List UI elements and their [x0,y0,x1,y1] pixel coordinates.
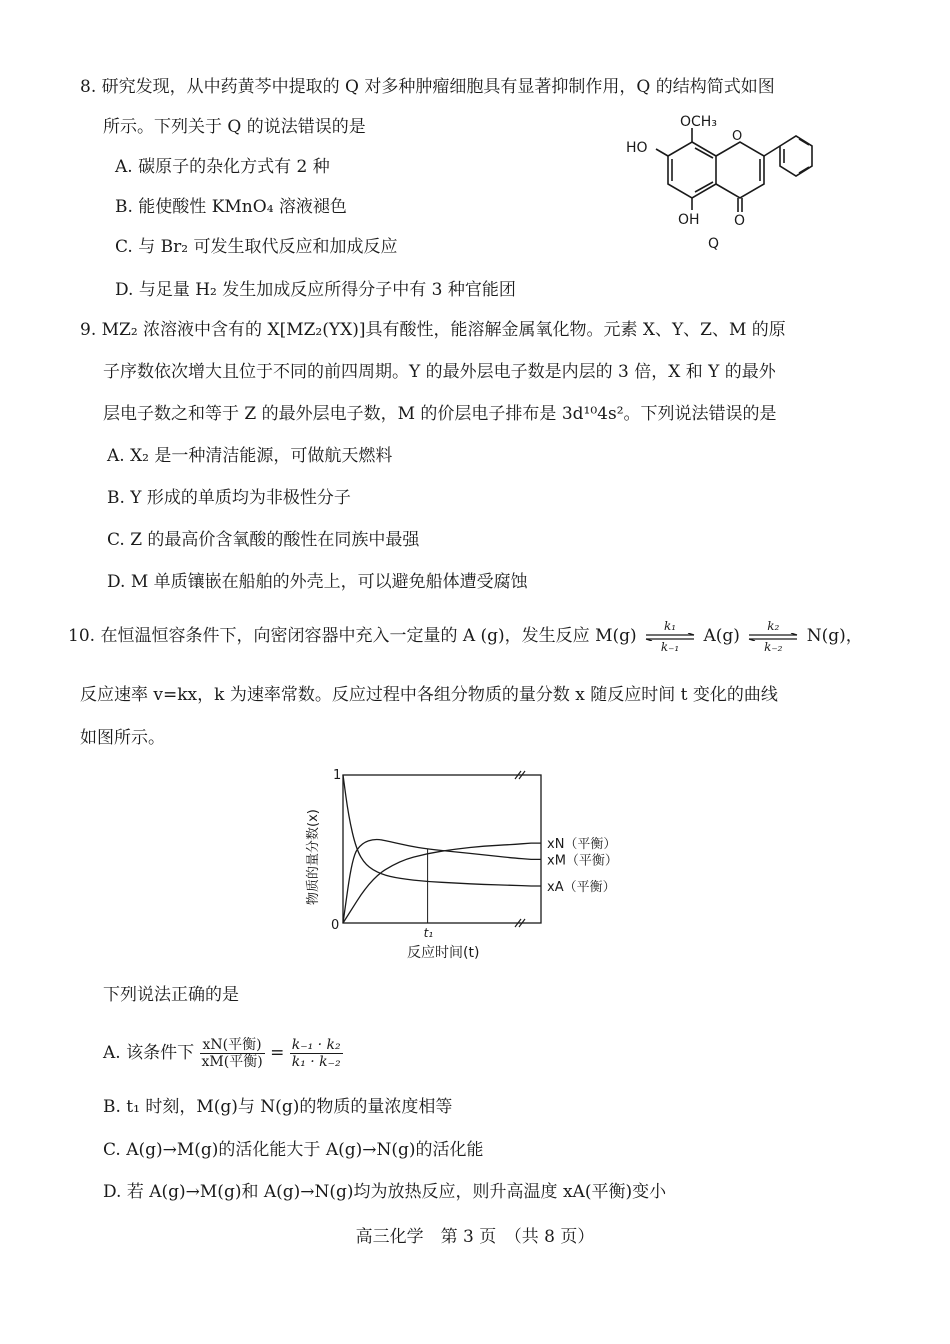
q10-stem-line2: 反应速率 v=kx，k 为速率常数。反应过程中各组分物质的量分数 x 随反应时间 t 变化的曲线 [80,685,778,705]
q10-chart [295,765,655,965]
q10-option-a [103,1030,343,1076]
q10-option-a-numerator: xN(平衡) [200,1037,265,1054]
chart-origin-label: 0 [331,918,340,933]
q10-equilibrium-arrow-1 [642,620,698,654]
chart-y-axis-label: 物质的量分数(x) [306,809,321,905]
q8-och3-label: OCH₃ [680,114,717,130]
chart-series-xN-line [343,843,541,923]
q9-option-a: A. X₂ 是一种清洁能源，可做航天燃料 [107,446,393,466]
page-footer: 高三化学 第 3 页 （共 8 页） [355,1227,595,1247]
q10-stem-line3: 如图所示。 [80,728,165,748]
q10-k1-label: k₁ [664,618,677,633]
q10-stem-line1-part2: A(g) [703,626,740,646]
q8-option-b: B. 能使酸性 KMnO₄ 溶液褪色 [115,197,347,217]
q8-option-d: D. 与足量 H₂ 发生加成反应所得分子中有 3 种官能团 [115,280,516,300]
q9-option-c: C. Z 的最高价含氧酸的酸性在同族中最强 [107,530,420,550]
q8-ho-label: HO [626,140,648,156]
q9-stem-line3: 层电子数之和等于 Z 的最外层电子数，M 的价层电子排布是 3d¹⁰4s²。下列说法错误的是 [103,404,777,424]
q8-stem-line1: 8. 研究发现，从中药黄芩中提取的 Q 对多种肿瘤细胞具有显著抑制作用，Q 的结构简式如图 [80,77,775,97]
q8-carbonyl-o-label: O [734,213,746,229]
q9-option-d: D. M 单质镶嵌在船舶的外壳上，可以避免船体遭受腐蚀 [107,572,528,592]
q10-option-a-rate-denominator: k₁ · k₋₂ [291,1054,341,1070]
chart-legend-xM: xM（平衡） [547,853,618,869]
chart-plot-frame [343,775,541,923]
q8-oh-label: OH [678,212,700,228]
chart-series-xA-line [343,775,541,886]
chart-legend-xA: xA（平衡） [547,880,616,895]
q8-stem-line2: 所示。下列关于 Q 的说法错误的是 [103,117,366,137]
q10-option-a-fraction-left [200,1037,265,1070]
q8-ring-o-label: O [732,129,743,144]
q10-k2-label: k₂ [767,618,780,633]
q10-stem-line1-part1: 10. 在恒温恒容条件下，向密闭容器中充入一定量的 A (g)，发生反应 M(g) [68,626,637,646]
q10-option-c: C. A(g)→M(g)的活化能大于 A(g)→N(g)的活化能 [103,1140,484,1160]
q10-option-a-denominator: xM(平衡) [201,1054,263,1070]
q10-option-b: B. t₁ 时刻，M(g)与 N(g)的物质的量浓度相等 [103,1097,453,1117]
q10-km2-label: k₋₂ [764,639,783,654]
chart-legend-xN: xN（平衡） [547,837,617,853]
q10-option-d: D. 若 A(g)→M(g)和 A(g)→N(g)均为放热反应，则升高温度 xA(平衡)变小 [103,1182,667,1202]
q10-equilibrium-arrow-2 [745,620,801,654]
q9-option-b: B. Y 形成的单质均为非极性分子 [107,488,351,508]
q10-stem-line1 [68,614,863,658]
q10-prompt: 下列说法正确的是 [103,985,239,1005]
q8-option-c: C. 与 Br₂ 可发生取代反应和加成反应 [115,237,398,257]
chart-t1-label: t₁ [423,926,434,940]
q10-option-a-rate-numerator: k₋₁ · k₂ [291,1037,341,1053]
q10-option-a-prefix: A. 该条件下 [103,1043,195,1063]
q8-structure-diagram [620,112,820,252]
chart-y-tick-1: 1 [333,768,342,783]
q10-stem-line1-part3: N(g)， [806,626,863,646]
q10-km1-label: k₋₁ [660,639,680,654]
q10-option-a-equals: = [270,1043,285,1063]
q8-option-a: A. 碳原子的杂化方式有 2 种 [115,157,330,177]
q9-stem-line1: 9. MZ₂ 浓溶液中含有的 X[MZ₂(YX)]具有酸性，能溶解金属氧化物。元素 X、Y、Z、M 的原 [80,320,786,340]
chart-x-axis-label: 反应时间(t) [407,945,480,961]
q8-structure-caption: Q [708,236,720,252]
q10-option-a-fraction-right [290,1037,343,1070]
q9-stem-line2: 子序数依次增大且位于不同的前四周期。Y 的最外层电子数是内层的 3 倍，X 和 Y 的最外 [103,362,776,382]
